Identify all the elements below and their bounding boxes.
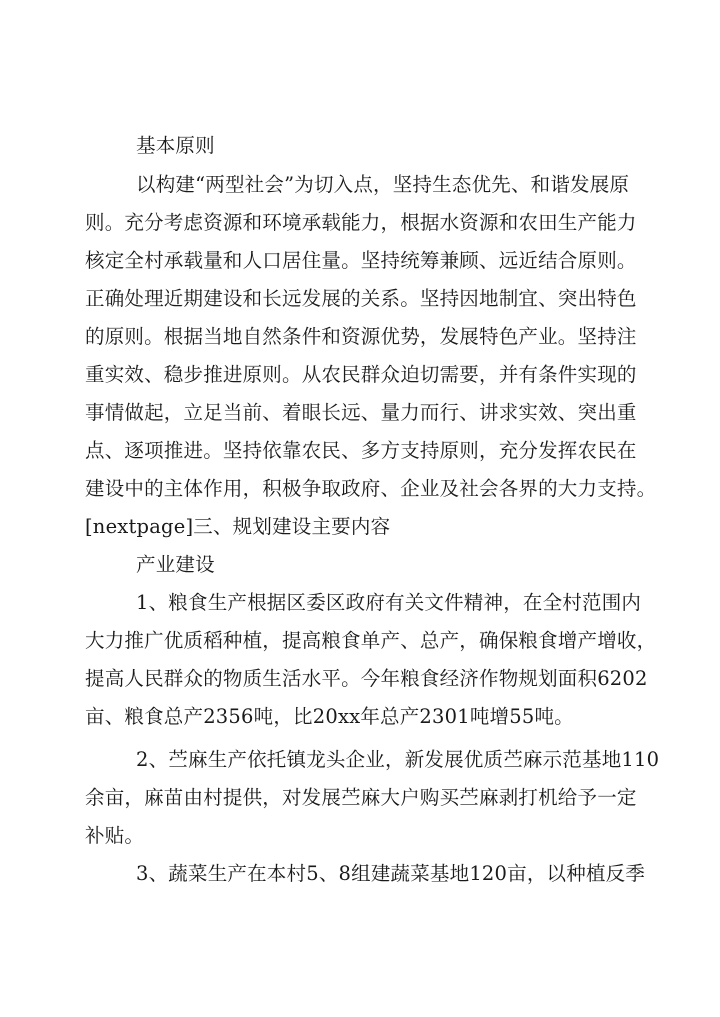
item-vegetable-line: 3、蔬菜生产在本村5、8组建蔬菜基地120亩，以种植反季 [136, 862, 646, 885]
item-grain-line: 亩、粮食总产2356吨，比20xx年总产2301吨增55吨。 [85, 705, 574, 728]
paragraph-line: 点、逐项推进。坚持依靠农民、多方支持原则，充分发挥农民在 [85, 439, 637, 462]
paragraph-line: 以构建“两型社会”为切入点，坚持生态优先、和谐发展原 [136, 173, 630, 196]
paragraph-line: 正确处理近期建设和长远发展的关系。坚持因地制宜、突出特色 [85, 287, 637, 310]
item-grain-line: 1、粮食生产根据区委区政府有关文件精神，在全村范围内 [136, 591, 642, 614]
paragraph-line: 则。充分考虑资源和环境承载能力，根据水资源和农田生产能力 [85, 211, 637, 234]
item-ramie-line: 补贴。 [85, 824, 145, 847]
section-heading-planning-content: [nextpage]三、规划建设主要内容 [85, 515, 391, 538]
paragraph-line: 重实效、稳步推进原则。从农民群众迫切需要，并有条件实现的 [85, 363, 637, 386]
paragraph-line: 的原则。根据当地自然条件和资源优势，发展特色产业。坚持注 [85, 325, 637, 348]
item-grain-line: 提高人民群众的物质生活水平。今年粮食经济作物规划面积6202 [85, 667, 648, 690]
subheading-industry-construction: 产业建设 [136, 553, 215, 576]
paragraph-line: 事情做起，立足当前、着眼长远、量力而行、讲求实效、突出重 [85, 401, 637, 424]
item-grain-line: 大力推广优质稻种植，提高粮食单产、总产，确保粮食增产增收， [85, 629, 657, 652]
item-ramie-line: 余亩，麻苗由村提供，对发展苎麻大户购买苎麻剥打机给予一定 [85, 786, 637, 809]
paragraph-line: 建设中的主体作用，积极争取政府、企业及社会各界的大力支持。 [85, 477, 657, 500]
paragraph-line: 核定全村承载量和人口居住量。坚持统筹兼顾、远近结合原则。 [85, 249, 637, 272]
section-heading-basic-principles: 基本原则 [136, 134, 215, 157]
item-ramie-line: 2、苎麻生产依托镇龙头企业，新发展优质苎麻示范基地110 [136, 748, 660, 771]
